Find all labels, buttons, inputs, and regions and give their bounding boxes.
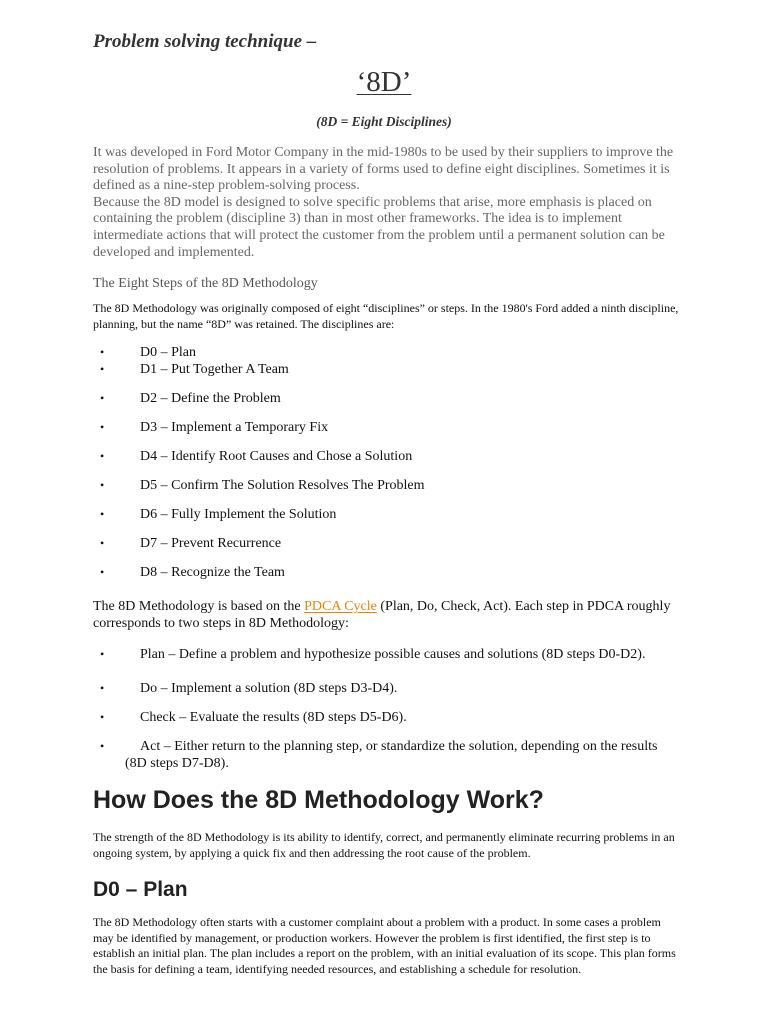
- bullet-icon: •: [100, 478, 105, 492]
- big-title-text: ‘8D’: [356, 66, 412, 98]
- pdca-item-text: Do – Implement a solution (8D steps D3-D4).: [140, 681, 398, 696]
- pdca-text-after: (Plan, Do, Check, Act). Each step in PDCA roughly corresponds to two steps in 8D Methodology:: [93, 599, 671, 631]
- bullet-icon: •: [100, 739, 105, 753]
- eight-steps-text: The 8D Methodology was originally composed of eight “disciplines” or steps. In the 1980's Ford added a ninth discipline, planning, but the name “8D” was retained. The disciplines are:: [93, 301, 679, 331]
- list-item-text: D4 – Identify Root Causes and Chose a Solution: [140, 449, 413, 464]
- bullet-icon: •: [100, 449, 105, 463]
- list-item-text: D5 – Confirm The Solution Resolves The Problem: [140, 478, 425, 493]
- eight-steps-heading: The Eight Steps of the 8D Methodology: [93, 276, 318, 291]
- pdca-item-do: [100, 680, 680, 697]
- document-title: Problem solving technique –: [93, 31, 317, 52]
- pdca-cycle-link[interactable]: PDCA Cycle: [304, 599, 377, 614]
- bullet-icon: •: [100, 391, 105, 405]
- pdca-item-text: Act – Either return to the planning step, or standardize the solution, depending on the results (8D steps D7-D8).: [125, 739, 658, 771]
- d0-text: The 8D Methodology often starts with a customer complaint about a problem with a product. In some cases a problem may be identified by management, or production workers. However the problem is first identified, the first step is to establish an initial plan. The plan includes a report on the problem, with an initial evaluation of its scope. This plan forms the basis for defining a team, identifying needed resources, and establishing a schedule for resolution.: [93, 915, 676, 976]
- bullet-icon: •: [100, 345, 105, 359]
- pdca-paragraph: [93, 598, 683, 632]
- bullet-icon: •: [100, 507, 105, 521]
- subtitle: (8D = Eight Disciplines): [316, 114, 452, 129]
- intro-paragraph-1: It was developed in Ford Motor Company in the mid-1980s to be used by their suppliers to improve the resolution of problems. It appears in a variety of forms used to define eight disciplines. Sometimes it is defined as a nine-step problem-solving process.: [93, 145, 674, 194]
- bullet-icon: •: [100, 681, 105, 695]
- list-item-text: D1 – Put Together A Team: [140, 362, 289, 377]
- intro-paragraph-2: Because the 8D model is designed to solve specific problems that arise, more emphasis is placed on containing the problem (discipline 3) than in most other frameworks. The idea is to implement intermediate actions that will protect the customer from the problem until a permanent solution can be developed and implemented.: [93, 194, 665, 260]
- bullet-icon: •: [100, 710, 105, 724]
- list-item-text: D7 – Prevent Recurrence: [140, 536, 282, 551]
- d0-heading: D0 – Plan: [93, 878, 188, 901]
- pdca-item-text: Check – Evaluate the results (8D steps D5-D6).: [140, 710, 407, 725]
- list-item-text: D2 – Define the Problem: [140, 391, 281, 406]
- list-item-text: D6 – Fully Implement the Solution: [140, 507, 337, 522]
- pdca-text-before: The 8D Methodology is based on the: [93, 599, 305, 614]
- list-item-text: D3 – Implement a Temporary Fix: [140, 420, 329, 435]
- how-heading: How Does the 8D Methodology Work?: [93, 786, 544, 814]
- big-title: [0, 66, 768, 99]
- bullet-icon: •: [100, 536, 105, 550]
- intro-text: [93, 145, 683, 261]
- list-item-text: D0 – Plan: [140, 345, 196, 360]
- pdca-item-text: Plan – Define a problem and hypothesize possible causes and solutions (8D steps D0-D2).: [140, 647, 646, 662]
- pdca-item-check: [100, 709, 680, 726]
- how-text: The strength of the 8D Methodology is its ability to identify, correct, and permanently eliminate recurring problems in an ongoing system, by applying a quick fix and then addressing the root cause of the problem.: [93, 830, 675, 860]
- bullet-icon: •: [100, 565, 105, 579]
- list-item-text: D8 – Recognize the Team: [140, 565, 285, 580]
- bullet-icon: •: [100, 362, 105, 376]
- pdca-item-plan: [100, 646, 680, 663]
- pdca-item-act: [100, 738, 680, 772]
- bullet-icon: •: [100, 420, 105, 434]
- bullet-icon: •: [100, 647, 105, 661]
